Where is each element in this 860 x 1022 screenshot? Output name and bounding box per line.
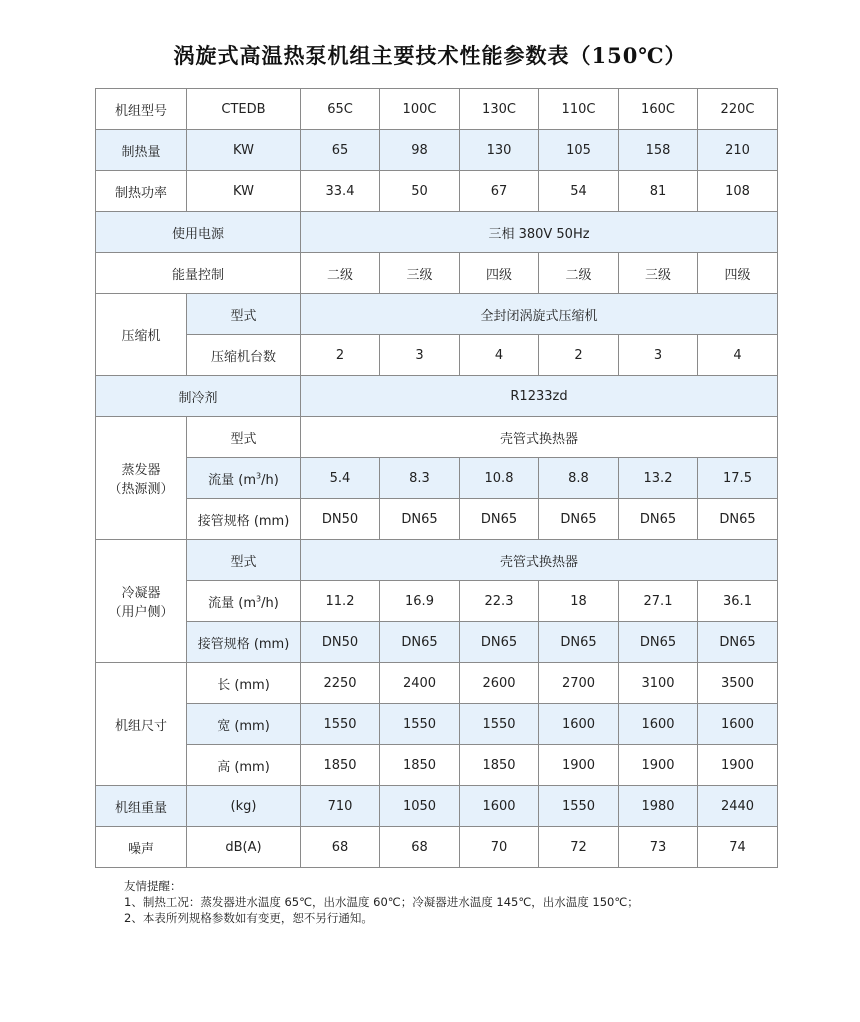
condenser-pipe-label: 接管规格 (mm) (187, 622, 301, 663)
length-value: 3100 (619, 663, 698, 704)
heating-capacity-unit: KW (187, 130, 301, 171)
flow-label-pre: 流量 (m (208, 472, 257, 488)
weight-value: 710 (301, 786, 380, 827)
notes (124, 878, 639, 926)
notes-line-1: 1、制热工况：蒸发器进水温度 65℃，出水温度 60℃；冷凝器进水温度 145℃，出水温度 150℃； (124, 895, 639, 909)
dimensions-label: 机组尺寸 (96, 663, 187, 786)
heating-power-value: 54 (539, 171, 619, 212)
row-height (96, 745, 778, 786)
height-value: 1900 (698, 745, 778, 786)
evaporator-pipe-label: 接管规格 (mm) (187, 499, 301, 540)
evaporator-pipe-value: DN65 (698, 499, 778, 540)
evaporator-label-line1: 蒸发器 (121, 463, 161, 478)
heating-capacity-value: 130 (460, 130, 539, 171)
heating-power-value: 50 (380, 171, 460, 212)
evaporator-flow-value: 10.8 (460, 458, 539, 499)
row-model (96, 89, 778, 130)
compressor-type-value: 全封闭涡旋式压缩机 (301, 294, 778, 335)
heating-capacity-value: 210 (698, 130, 778, 171)
evaporator-pipe-value: DN50 (301, 499, 380, 540)
noise-value: 72 (539, 827, 619, 868)
compressor-count-label: 压缩机台数 (187, 335, 301, 376)
energy-control-label: 能量控制 (96, 253, 301, 294)
width-value: 1550 (301, 704, 380, 745)
weight-value: 1050 (380, 786, 460, 827)
length-value: 2400 (380, 663, 460, 704)
weight-value: 1550 (539, 786, 619, 827)
row-heating-power (96, 171, 778, 212)
row-condenser-pipe (96, 622, 778, 663)
heating-capacity-value: 65 (301, 130, 380, 171)
width-label: 宽 (mm) (187, 704, 301, 745)
row-power-supply (96, 212, 778, 253)
model-series: CTEDB (187, 89, 301, 130)
row-evaporator-pipe (96, 499, 778, 540)
compressor-count-value: 2 (301, 335, 380, 376)
power-supply-label: 使用电源 (96, 212, 301, 253)
condenser-flow-value: 22.3 (460, 581, 539, 622)
row-heating-capacity (96, 130, 778, 171)
energy-control-value: 四级 (460, 253, 539, 294)
evaporator-flow-value: 8.3 (380, 458, 460, 499)
height-label: 高 (mm) (187, 745, 301, 786)
evaporator-type-value: 壳管式换热器 (301, 417, 778, 458)
condenser-pipe-value: DN65 (460, 622, 539, 663)
refrigerant-value: R1233zd (301, 376, 778, 417)
noise-unit: dB(A) (187, 827, 301, 868)
evaporator-label (96, 417, 187, 540)
condenser-pipe-value: DN65 (380, 622, 460, 663)
heating-power-value: 81 (619, 171, 698, 212)
heating-capacity-value: 105 (539, 130, 619, 171)
condenser-label (96, 540, 187, 663)
length-value: 2600 (460, 663, 539, 704)
evaporator-flow-value: 17.5 (698, 458, 778, 499)
refrigerant-label: 制冷剂 (96, 376, 301, 417)
condenser-flow-value: 16.9 (380, 581, 460, 622)
compressor-count-value: 2 (539, 335, 619, 376)
flow-label-sup: 3 (256, 471, 262, 481)
heating-capacity-value: 158 (619, 130, 698, 171)
height-value: 1850 (460, 745, 539, 786)
condenser-pipe-value: DN50 (301, 622, 380, 663)
weight-label: 机组重量 (96, 786, 187, 827)
length-value: 2700 (539, 663, 619, 704)
compressor-label: 压缩机 (96, 294, 187, 376)
evaporator-flow-value: 13.2 (619, 458, 698, 499)
model-value: 130C (460, 89, 539, 130)
condenser-flow-value: 27.1 (619, 581, 698, 622)
notes-heading: 友情提醒： (124, 879, 182, 893)
compressor-count-value: 4 (698, 335, 778, 376)
condenser-label-line2: （用户侧） (108, 605, 174, 620)
energy-control-value: 三级 (380, 253, 460, 294)
spec-table (95, 88, 778, 868)
compressor-count-value: 4 (460, 335, 539, 376)
noise-label: 噪声 (96, 827, 187, 868)
noise-value: 68 (301, 827, 380, 868)
model-value: 110C (539, 89, 619, 130)
condenser-flow-label (187, 581, 301, 622)
evaporator-label-line2: （热源测） (108, 482, 174, 497)
noise-value: 70 (460, 827, 539, 868)
condenser-pipe-value: DN65 (619, 622, 698, 663)
length-label: 长 (mm) (187, 663, 301, 704)
heating-power-value: 67 (460, 171, 539, 212)
model-value: 65C (301, 89, 380, 130)
evaporator-flow-value: 8.8 (539, 458, 619, 499)
noise-value: 68 (380, 827, 460, 868)
weight-value: 1980 (619, 786, 698, 827)
condenser-type-value: 壳管式换热器 (301, 540, 778, 581)
row-refrigerant (96, 376, 778, 417)
evaporator-type-label: 型式 (187, 417, 301, 458)
flow-label-pre: 流量 (m (208, 595, 257, 611)
condenser-flow-value: 18 (539, 581, 619, 622)
weight-unit: (kg) (187, 786, 301, 827)
evaporator-flow-value: 5.4 (301, 458, 380, 499)
energy-control-value: 二级 (539, 253, 619, 294)
noise-value: 74 (698, 827, 778, 868)
condenser-flow-value: 36.1 (698, 581, 778, 622)
heating-capacity-value: 98 (380, 130, 460, 171)
compressor-count-value: 3 (380, 335, 460, 376)
condenser-type-label: 型式 (187, 540, 301, 581)
heating-power-value: 33.4 (301, 171, 380, 212)
evaporator-pipe-value: DN65 (539, 499, 619, 540)
width-value: 1550 (380, 704, 460, 745)
row-width (96, 704, 778, 745)
weight-value: 1600 (460, 786, 539, 827)
width-value: 1600 (539, 704, 619, 745)
height-value: 1850 (301, 745, 380, 786)
row-condenser-flow (96, 581, 778, 622)
energy-control-value: 三级 (619, 253, 698, 294)
flow-label-post: /h) (261, 595, 279, 611)
power-supply-value: 三相 380V 50Hz (301, 212, 778, 253)
row-weight (96, 786, 778, 827)
condenser-pipe-value: DN65 (539, 622, 619, 663)
noise-value: 73 (619, 827, 698, 868)
notes-line-2: 2、本表所列规格参数如有变更，恕不另行通知。 (124, 911, 373, 925)
length-value: 2250 (301, 663, 380, 704)
width-value: 1600 (698, 704, 778, 745)
evaporator-pipe-value: DN65 (460, 499, 539, 540)
model-value: 100C (380, 89, 460, 130)
row-compressor-count (96, 335, 778, 376)
row-evaporator-type (96, 417, 778, 458)
row-noise (96, 827, 778, 868)
row-condenser-type (96, 540, 778, 581)
energy-control-value: 二级 (301, 253, 380, 294)
model-label: 机组型号 (96, 89, 187, 130)
row-compressor-type (96, 294, 778, 335)
height-value: 1850 (380, 745, 460, 786)
flow-label-sup: 3 (256, 594, 262, 604)
page-title: 涡旋式高温热泵机组主要技术性能参数表（150℃） (173, 43, 687, 68)
width-value: 1550 (460, 704, 539, 745)
heating-power-unit: KW (187, 171, 301, 212)
evaporator-pipe-value: DN65 (380, 499, 460, 540)
compressor-type-label: 型式 (187, 294, 301, 335)
energy-control-value: 四级 (698, 253, 778, 294)
heating-power-value: 108 (698, 171, 778, 212)
evaporator-pipe-value: DN65 (619, 499, 698, 540)
row-length (96, 663, 778, 704)
row-energy-control (96, 253, 778, 294)
heating-capacity-label: 制热量 (96, 130, 187, 171)
model-value: 160C (619, 89, 698, 130)
compressor-count-value: 3 (619, 335, 698, 376)
width-value: 1600 (619, 704, 698, 745)
evaporator-flow-label (187, 458, 301, 499)
row-evaporator-flow (96, 458, 778, 499)
height-value: 1900 (539, 745, 619, 786)
height-value: 1900 (619, 745, 698, 786)
condenser-pipe-value: DN65 (698, 622, 778, 663)
condenser-label-line1: 冷凝器 (121, 586, 161, 601)
heating-power-label: 制热功率 (96, 171, 187, 212)
model-value: 220C (698, 89, 778, 130)
weight-value: 2440 (698, 786, 778, 827)
flow-label-post: /h) (261, 472, 279, 488)
length-value: 3500 (698, 663, 778, 704)
condenser-flow-value: 11.2 (301, 581, 380, 622)
